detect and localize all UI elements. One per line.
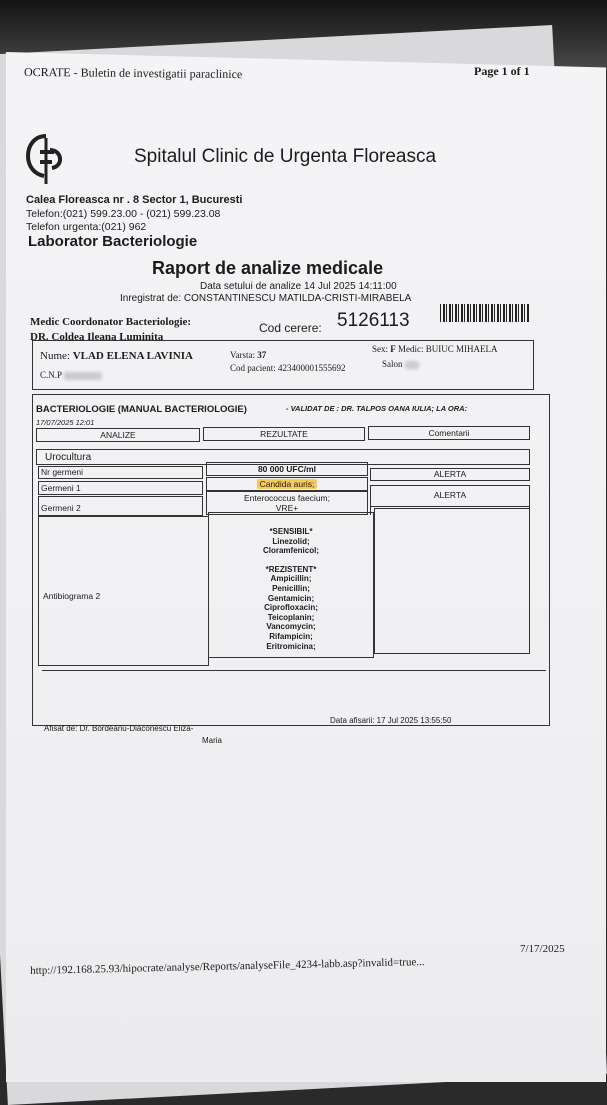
rezistent-title: *REZISTENT* xyxy=(265,564,317,574)
cod-pacient-label: Cod pacient: xyxy=(230,363,276,373)
hospital-name: Spitalul Clinic de Urgenta Floreasca xyxy=(134,146,437,167)
antibiograma-label-cell xyxy=(38,516,209,666)
report-date-set: Data setului de analize 14 Jul 2025 14:11:00 xyxy=(200,281,397,292)
salon-redacted xyxy=(405,361,419,369)
row-comment-germeni-1: ALERTA xyxy=(370,485,530,507)
hospital-phone-urgent: Telefon urgenta:(021) 962 xyxy=(26,221,147,233)
rezistent-item: Ampicillin; xyxy=(270,574,312,584)
patient-age: 37 xyxy=(257,350,267,360)
cnp-label: C.N.P xyxy=(40,370,62,380)
sensibil-item: Cloramfenicol; xyxy=(262,546,319,556)
lab-name: Laborator Bacteriologie xyxy=(28,233,198,250)
row-result-germeni-1-cell xyxy=(206,477,368,491)
row-result-nr-germeni: 80 000 UFC/ml xyxy=(206,462,368,476)
rezistent-item: Rifampicin; xyxy=(269,631,313,641)
section-validated: - VALIDAT DE : DR. TALPOS OANA IULIA; LA ORA: xyxy=(286,404,468,413)
sensibil-item: Linezolid; xyxy=(272,536,310,546)
barcode xyxy=(440,304,530,322)
antibiograma-results xyxy=(208,512,374,658)
rezistent-item: Eritromicina; xyxy=(266,641,316,651)
patient-sex: F xyxy=(390,344,396,354)
group-urocultura: Urocultura xyxy=(36,449,530,465)
rezistent-item: Gentamicin; xyxy=(267,593,315,603)
row-label-germeni-2 xyxy=(38,496,203,516)
afisat-de: Afisat de: Dr. Bordeanu-Diaconescu Eliza- xyxy=(44,724,194,733)
rezistent-item: Penicillin; xyxy=(272,583,310,593)
print-date: 7/17/2025 xyxy=(520,943,565,955)
col-header-rezultate: REZULTATE xyxy=(203,427,365,441)
coordinator-label: Medic Coordonator Bacteriologie: xyxy=(30,316,192,328)
row-label-germeni-1: Germeni 1 xyxy=(38,481,203,495)
rezistent-item: Vancomycin; xyxy=(266,622,316,632)
patient-sex-label: Sex: xyxy=(372,344,389,354)
patient-name-label: Nume: xyxy=(40,350,70,362)
hospital-logo-icon xyxy=(24,132,68,188)
sensibil-title: *SENSIBIL* xyxy=(269,527,313,536)
section-title: BACTERIOLOGIE (MANUAL BACTERIOLOGIE) xyxy=(36,404,247,415)
rezistent-item: Ciprofloxacin; xyxy=(264,603,318,613)
row-comment-nr-germeni: ALERTA xyxy=(370,468,530,481)
row-label-nr-germeni: Nr germeni xyxy=(38,466,203,479)
cnp-redacted xyxy=(64,372,102,380)
divider-line xyxy=(42,670,546,671)
patient-medic: BUIUC MIHAELA xyxy=(425,344,498,354)
report-registered-by: Inregistrat de: CONSTANTINESCU MATILDA-CRISTI-MIRABELA xyxy=(120,293,412,304)
rezistent-item: Teicoplanin; xyxy=(267,612,315,622)
report-title: Raport de analize medicale xyxy=(152,258,384,278)
coordinator-name: DR. Coldea Ileana Luminita xyxy=(30,331,164,343)
col-header-comentarii: Comentarii xyxy=(368,426,530,440)
cod-cerere-value: 5126113 xyxy=(337,310,410,331)
row-result-germeni-2-line1: Enterococcus faecium; xyxy=(244,493,330,503)
data-afisarii: Data afisarii: 17 Jul 2025 13:55:50 xyxy=(330,716,452,725)
antibiograma-comment-cell xyxy=(374,508,530,654)
section-date: 17/07/2025 12:01 xyxy=(36,418,95,427)
row-result-germeni-2-line2: VRE+ xyxy=(275,503,299,513)
row-label-germeni-2-text: Germeni 2 xyxy=(41,503,81,513)
patient-medic-label: Medic: xyxy=(398,344,424,354)
col-header-analize: ANALIZE xyxy=(36,428,200,442)
row-result-germeni-1: Candida auris; xyxy=(257,479,318,489)
antibiograma-label: Antibiograma 2 xyxy=(43,591,101,601)
patient-name: VLAD ELENA LAVINIA xyxy=(72,350,193,362)
page-indicator: Page 1 of 1 xyxy=(474,64,530,78)
bulletin-title: OCRATE - Buletin de investigatii paraclinice xyxy=(23,64,243,82)
afisat-de-cont: Maria xyxy=(202,736,223,745)
salon-label: Salon xyxy=(382,359,403,369)
cod-pacient-value: 423400001555692 xyxy=(278,363,346,373)
patient-age-label: Varsta: xyxy=(230,350,255,360)
cod-cerere-label: Cod cerere: xyxy=(259,321,322,335)
hospital-phone: Telefon:(021) 599.23.00 - (021) 599.23.08 xyxy=(26,208,221,220)
print-url: http://192.168.25.93/hipocrate/analyse/Reports/analyseFile_4234-labb.asp?invalid=true... xyxy=(30,956,425,977)
hospital-address: Calea Floreasca nr . 8 Sector 1, Bucuresti xyxy=(26,194,243,206)
